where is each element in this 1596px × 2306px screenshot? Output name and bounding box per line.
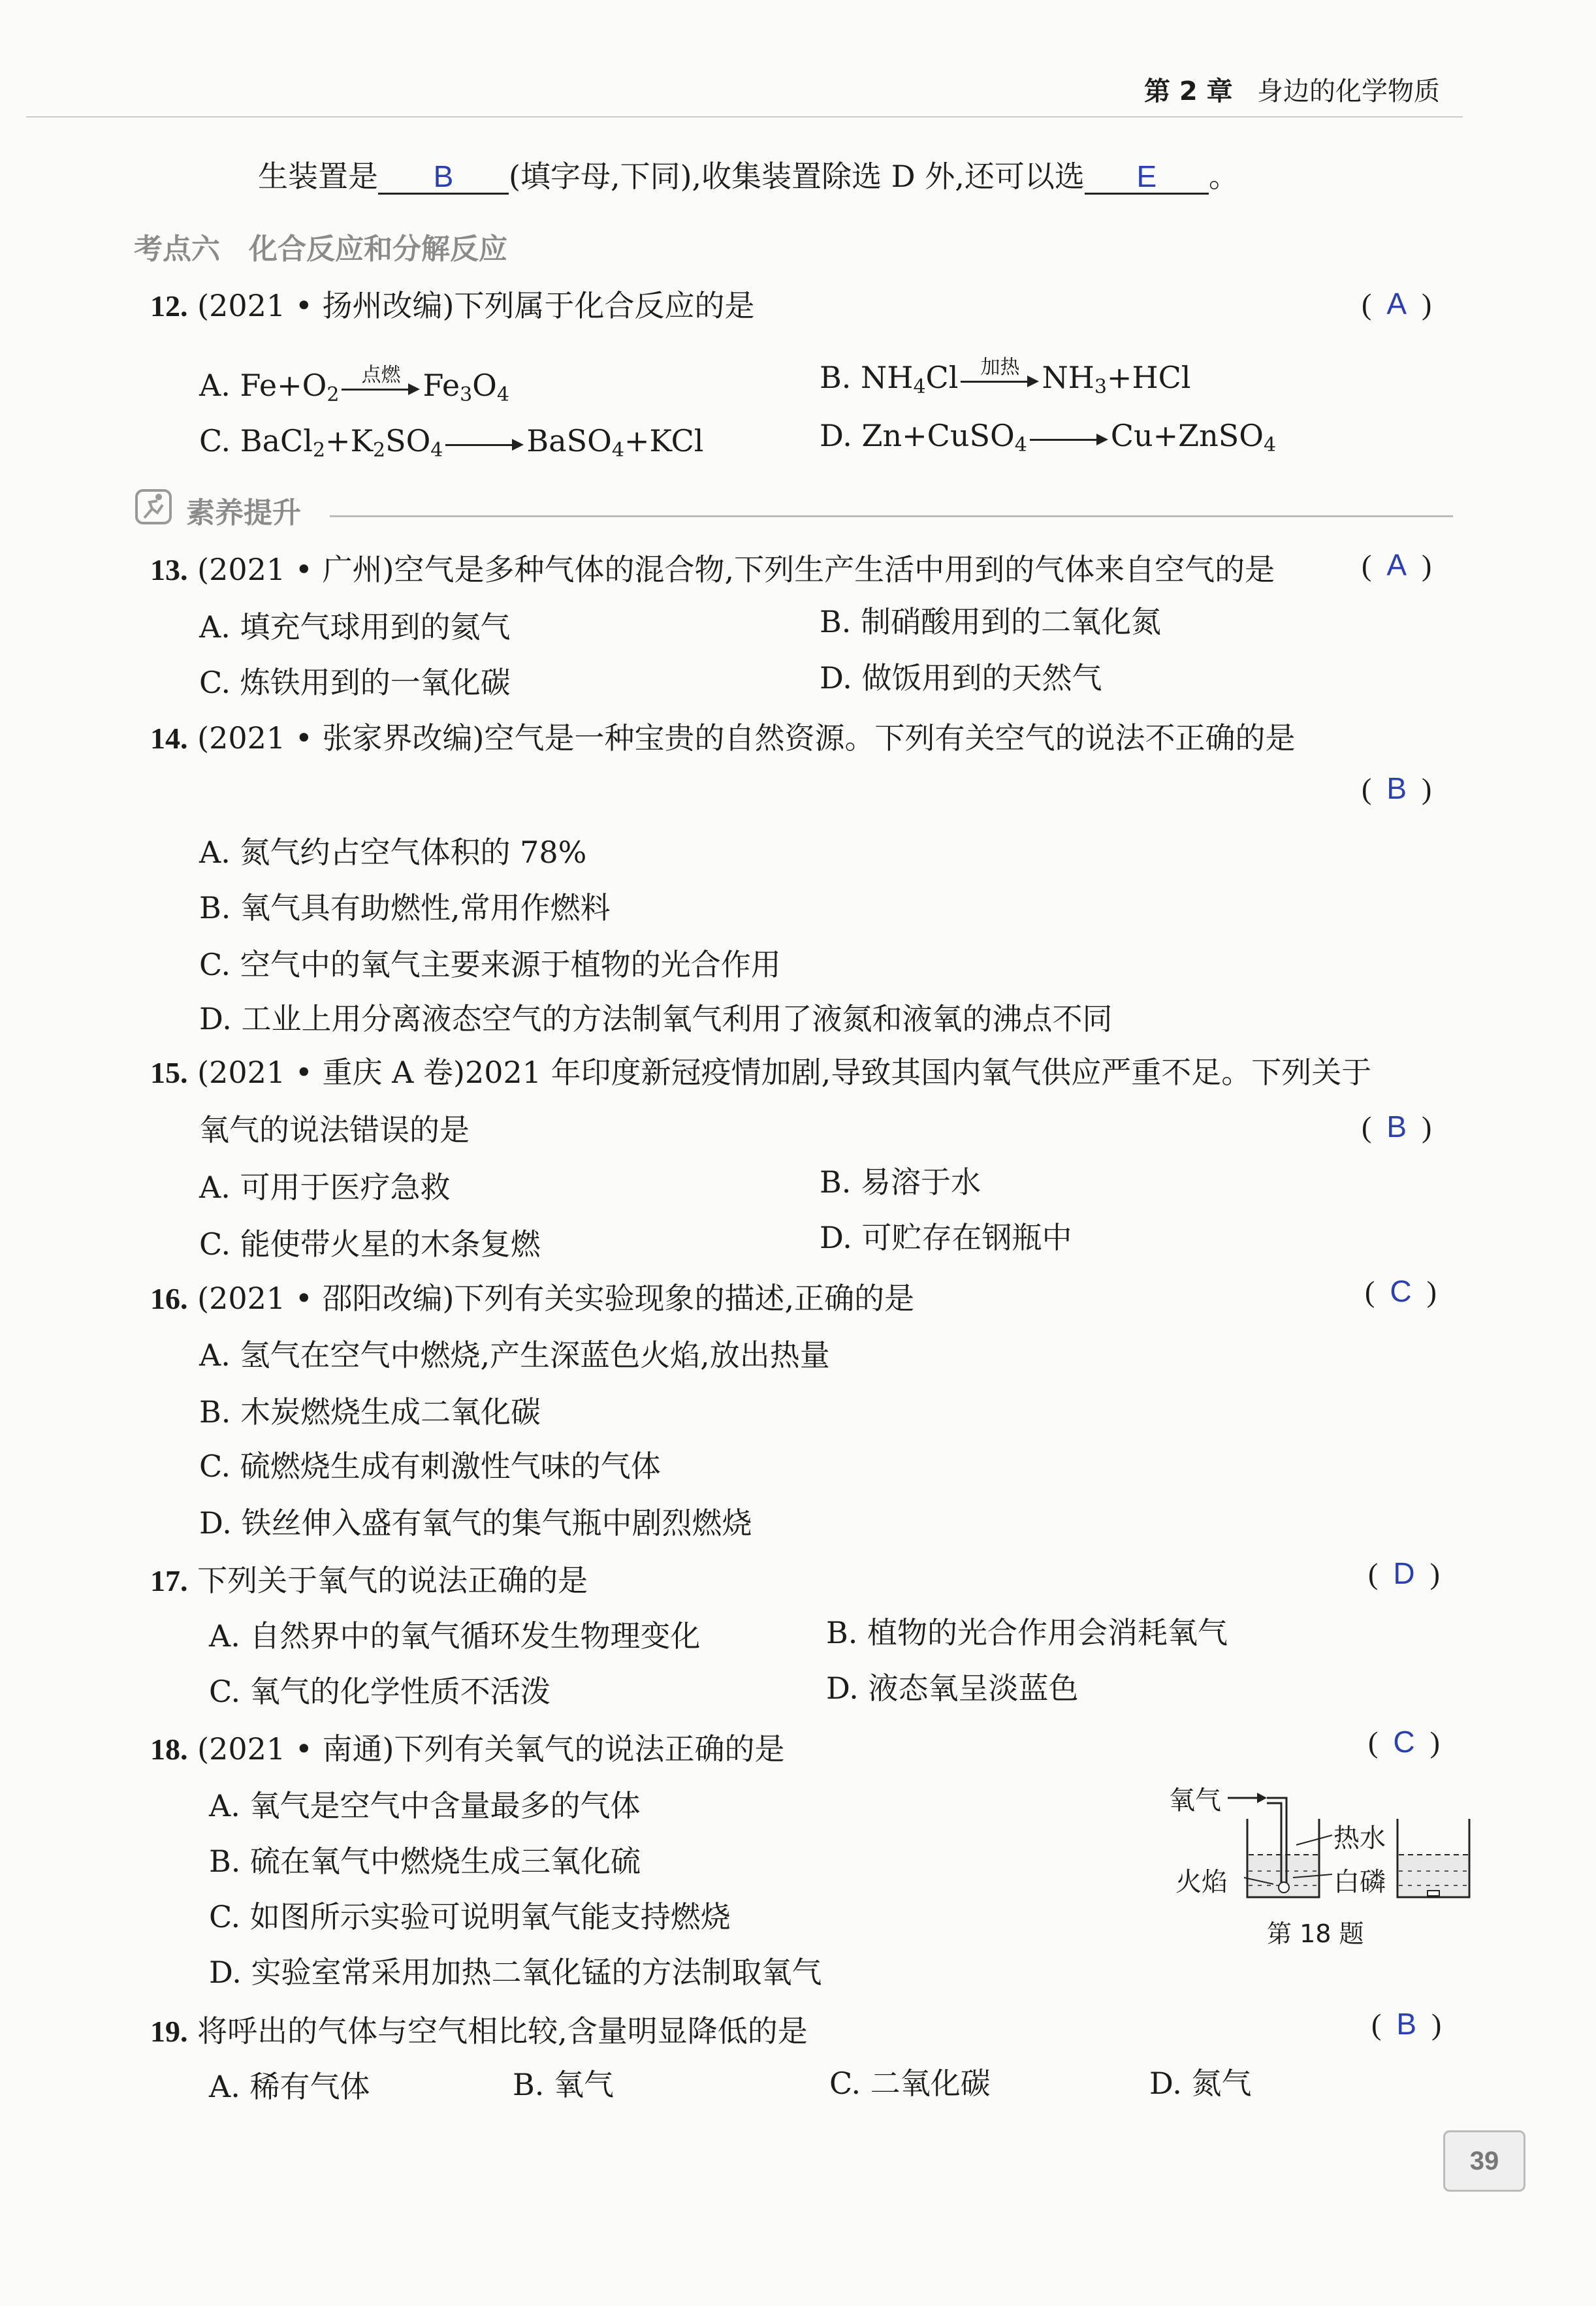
runner-icon	[134, 487, 176, 527]
q16-option-b: B. 木炭燃烧生成二氧化碳	[199, 1394, 541, 1430]
label-oxygen: 氧气	[1169, 1786, 1221, 1816]
top-line-post: 。	[1208, 159, 1239, 194]
label-white-phosphorus: 白磷	[1333, 1867, 1386, 1897]
q18-answer: C	[1393, 1725, 1415, 1759]
q15-stem: 15. (2021 • 重庆 A 卷)2021 年印度新冠疫情加剧,导致其国内氧气供应严重不足。下列关于	[150, 1055, 1372, 1090]
arrow-icon	[1030, 428, 1108, 448]
q16-answer: C	[1390, 1274, 1412, 1308]
blank-1-answer: B	[433, 159, 454, 193]
blank-2	[1085, 160, 1209, 195]
q13-option-b: B. 制硝酸用到的二氧化氮	[820, 604, 1162, 639]
q14-answer-bracket: ( B )	[1362, 771, 1432, 805]
q12-stem	[150, 286, 754, 326]
q16-option-d: D. 铁丝伸入盛有氧气的集气瓶中剧烈燃烧	[199, 1505, 752, 1541]
q12-answer: A	[1386, 287, 1407, 321]
section-six-title: 考点六 化合反应和分解反应	[134, 232, 507, 266]
q19-stem: 19. 将呼出的气体与空气相比较,含量明显降低的是	[150, 2013, 808, 2049]
q18-figure	[1169, 1773, 1482, 1995]
q18-option-a: A. 氧气是空气中含量最多的气体	[209, 1788, 641, 1823]
q14-stem: 14. (2021 • 张家界改编)空气是一种宝贵的自然资源。下列有关空气的说法不正确的是	[150, 720, 1296, 756]
q18-option-b: B. 硫在氧气中燃烧生成三氧化硫	[209, 1844, 641, 1879]
q15-stem-line2: 氧气的说法错误的是	[199, 1112, 470, 1147]
section-ability-banner	[134, 487, 1460, 530]
q18-option-d: D. 实验室常采用加热二氧化锰的方法制取氧气	[209, 1955, 822, 1990]
q13-answer: A	[1386, 548, 1407, 582]
q14-option-b: B. 氧气具有助燃性,常用作燃料	[199, 890, 611, 925]
page-number: 39	[1443, 2130, 1525, 2192]
q13-stem: 13. (2021 • 广州)空气是多种气体的混合物,下列生产生活中用到的气体来自空气的是	[150, 552, 1275, 587]
q17-stem: 17. 下列关于氧气的说法正确的是	[150, 1563, 588, 1598]
q15-answer-bracket: ( B )	[1362, 1110, 1432, 1144]
q19-option-b: B. 氧气	[513, 2067, 614, 2102]
q19-option-c: C. 二氧化碳	[829, 2066, 991, 2101]
q12-stem-text: 下列属于化合反应的是	[454, 288, 755, 323]
q14-answer: B	[1386, 771, 1407, 805]
q15-option-a: A. 可用于医疗急救	[199, 1170, 451, 1205]
q17-answer: D	[1393, 1556, 1415, 1590]
q12-option-b: B. $NH_4Cl$ 加热 $NH_3+HCl$	[820, 356, 1191, 398]
q14-option-a: A. 氮气约占空气体积的 78%	[199, 835, 587, 870]
q16-option-c: C. 硫燃烧生成有刺激性气味的气体	[199, 1449, 661, 1484]
top-line-pre: 生装置是	[258, 159, 378, 194]
q15-option-d: D. 可贮存在钢瓶中	[820, 1220, 1072, 1255]
blank-1	[378, 160, 509, 195]
q17-option-b: B. 植物的光合作用会消耗氧气	[826, 1615, 1228, 1650]
q14-option-c: C. 空气中的氧气主要来源于植物的光合作用	[199, 947, 781, 982]
q19-answer-bracket: ( B )	[1371, 2007, 1442, 2041]
chapter-label: 第 2 章	[1144, 76, 1233, 106]
q12-option-c: C. $BaCl_2+K_2SO_4$ BaSO$_4$+KCl	[199, 423, 704, 462]
q13-option-d: D. 做饭用到的天然气	[820, 660, 1102, 696]
q17-option-a: A. 自然界中的氧气循环发生物理变化	[209, 1618, 701, 1654]
q12-option-a: A. $Fe+O_2$ 点燃 $Fe_3O_4$	[199, 364, 509, 406]
section-ability-title: 素养提升	[186, 496, 301, 530]
q15-option-b: B. 易溶于水	[820, 1164, 982, 1200]
blank-2-answer: E	[1136, 159, 1157, 193]
header-rule	[26, 116, 1463, 118]
q18-option-c: C. 如图所示实验可说明氧气能支持燃烧	[209, 1899, 731, 1934]
top-line-mid: (填字母,下同),收集装置除选 D 外,还可以选	[509, 159, 1085, 194]
label-hot-water: 热水	[1333, 1823, 1386, 1853]
q19-option-a: A. 稀有气体	[209, 2069, 370, 2104]
label-flame: 火焰	[1175, 1867, 1228, 1897]
q12-source: (2021 • 扬州改编)	[197, 288, 455, 323]
chapter-title: 身边的化学物质	[1257, 76, 1440, 106]
q13-option-c: C. 炼铁用到的一氧化碳	[199, 665, 511, 700]
figure-caption: 第 18 题	[1267, 1919, 1364, 1948]
q16-answer-bracket: ( C )	[1365, 1274, 1437, 1308]
q12-number: 12.	[150, 289, 188, 323]
q18-answer-bracket: ( C )	[1368, 1725, 1440, 1759]
arrow-icon	[445, 434, 524, 453]
q19-answer: B	[1396, 2007, 1417, 2041]
q12-option-d: D. Zn+CuSO$_4$ Cu+ZnSO$_4$	[820, 418, 1277, 456]
top-line	[258, 157, 1239, 196]
q17-option-d: D. 液态氧呈淡蓝色	[826, 1671, 1079, 1706]
q19-option-d: D. 氮气	[1149, 2066, 1252, 2101]
arrow-icon: 点燃	[342, 378, 420, 398]
q13-answer-bracket: ( A )	[1362, 548, 1432, 582]
q17-option-c: C. 氧气的化学性质不活泼	[209, 1674, 551, 1709]
q14-option-d: D. 工业上用分离液态空气的方法制氧气利用了液氮和液氧的沸点不同	[199, 1001, 1113, 1036]
q16-option-a: A. 氢气在空气中燃烧,产生深蓝色火焰,放出热量	[199, 1337, 830, 1373]
q18-stem: 18. (2021 • 南通)下列有关氧气的说法正确的是	[150, 1731, 785, 1767]
q15-answer: B	[1386, 1110, 1407, 1144]
q15-option-c: C. 能使带火星的木条复燃	[199, 1226, 541, 1262]
q17-answer-bracket: ( D )	[1368, 1556, 1440, 1590]
q13-option-a: A. 填充气球用到的氦气	[199, 609, 511, 645]
q12-answer-bracket: ( A )	[1362, 287, 1432, 321]
arrow-icon: 加热	[961, 370, 1039, 390]
q16-stem: 16. (2021 • 邵阳改编)下列有关实验现象的描述,正确的是	[150, 1281, 915, 1316]
